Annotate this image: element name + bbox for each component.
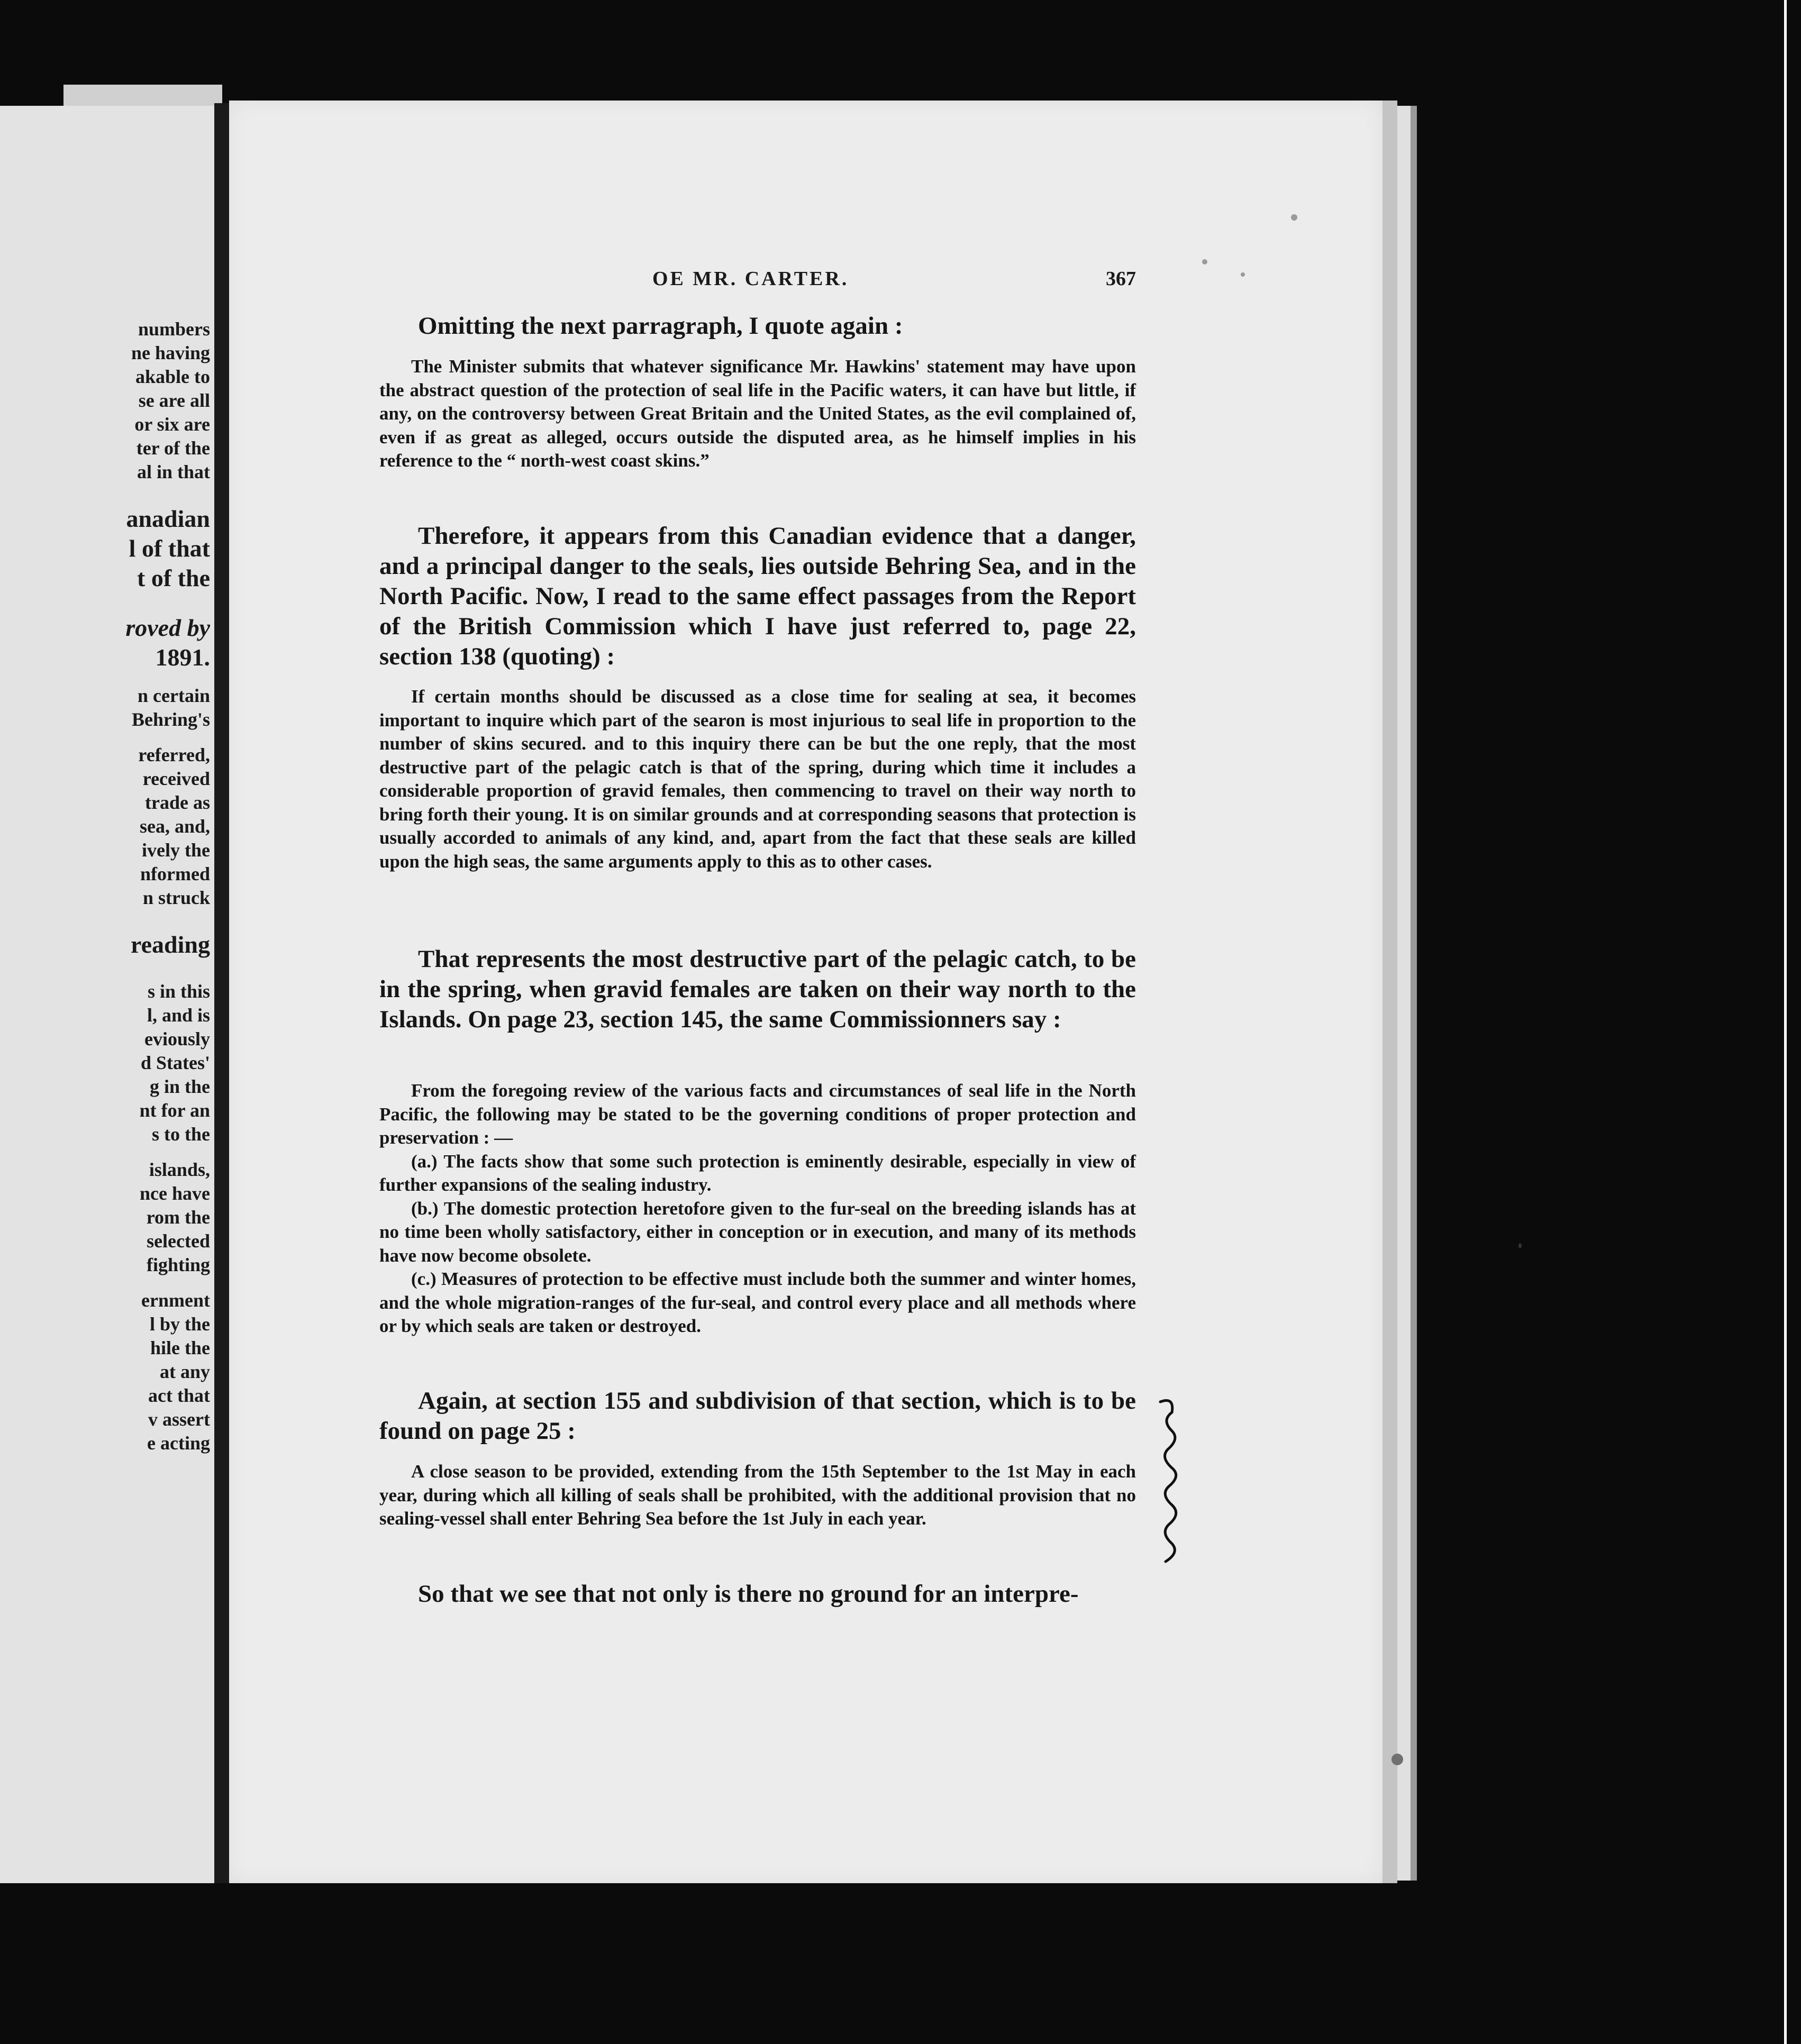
left-line: s to the [152,1124,210,1145]
paragraph-again [379,1386,1136,1446]
left-line: referred, [138,744,210,765]
left-line: nt for an [139,1100,210,1121]
page-edge [1382,101,1397,1883]
left-line: ter of the [136,437,210,459]
quote-minister [379,355,1136,473]
left-line: l by the [149,1313,210,1335]
paragraph-so-that [379,1579,1136,1609]
left-facing-page [0,106,214,1883]
left-line: v assert [148,1409,210,1430]
page-number: 367 [1106,268,1136,290]
block-quote-item-c: (c.) Measures of protection to be effective must include both the summer and winter homes, and the whole migration-ranges of the fur-seal, and control every place and all methods where or by which seals are taken or destroyed. [379,1269,1136,1336]
left-line: n certain [138,685,210,706]
left-line: 1891. [155,644,210,671]
page-edge [1397,106,1411,1881]
body-paragraph: That represents the most destructive part of the pelagic catch, to be in the spring, when gravid females are taken on their way north to the Islands. On page 23, section 145, the same Commissionners say : [379,945,1136,1033]
left-line: fighting [146,1254,210,1275]
left-line: d States' [140,1052,210,1073]
quote-close-time [379,685,1136,873]
left-line: at any [159,1361,210,1382]
book-spine-top [63,85,222,106]
left-line: nformed [140,863,210,884]
left-line: l of that [129,535,210,562]
left-line: ively the [142,840,210,861]
quote-foregoing-review [379,1079,1136,1338]
left-line: nce have [140,1183,210,1204]
left-line: hile the [150,1337,210,1358]
running-head [379,267,1136,299]
left-page-text-column [51,317,210,1455]
left-line: ernment [141,1290,210,1311]
left-line: ne having [131,342,210,363]
left-line: trade as [145,792,210,813]
left-line: s in this [147,981,210,1002]
block-quote: From the foregoing review of the various facts and circumstances of seal life in the North Pacific, the following may be stated to be the governing conditions of proper protection and preservation : — [379,1080,1136,1148]
left-line: eviously [144,1028,210,1050]
left-line: selected [147,1230,210,1252]
block-quote-item-a: (a.) The facts show that some such protection is eminently desirable, especially in view of further expansions of the sealing industry. [379,1151,1136,1195]
block-quote: If certain months should be discussed as a close time for sealing at sea, it becomes important to inquire which part of the searon is most injurious to seal life in proportion to the number of skins secured. and to this inquiry there can be but the one reply, that the most destructive part of the pelagic catch is that of the spring, during which time it includes a considerable proportion of gravid females, then commencing to travel on their way north to bring forth their young. It is on similar grounds and at corresponding seasons that protection is usually accorded to animals of any kind, and, apart from the fact that these seals are killed upon the high seas, the same arguments apply to this as to other cases. [379,686,1136,872]
left-line: numbers [138,318,210,340]
scan-speck [1291,214,1297,221]
body-paragraph: So that we see that not only is there no ground for an interpre- [418,1580,1079,1608]
page-edge [1411,106,1417,1881]
body-paragraph: Again, at section 155 and subdivision of that section, which is to be found on page 25 : [379,1387,1136,1445]
block-quote-item-b: (b.) The domestic protection heretofore given to the fur-seal on the breeding islands has at no time been wholly satisfactory, either in conception or in execution, and many of its methods have now become obsolete. [379,1198,1136,1266]
left-line: sea, and, [139,816,210,837]
left-line: act that [148,1385,210,1406]
scan-speck [1391,1754,1403,1765]
book-gutter [214,103,229,1883]
scan-speck [1202,259,1207,264]
left-line: anadian [126,505,210,532]
left-line: received [142,768,210,789]
left-line: rom the [146,1207,210,1228]
block-quote: A close season to be provided, extending from the 15th September to the 1st May in each year, during which all killing of seals shall be prohibited, with the additional provision that no sealing-vessel shall enter Behring Sea before the 1st July in each year. [379,1461,1136,1529]
left-line: reading [131,931,210,958]
left-line: l, and is [147,1005,210,1026]
left-line: or six are [134,414,210,435]
quote-close-season [379,1460,1136,1531]
scan-speck [1241,272,1245,277]
paragraph-that-represents [379,944,1136,1035]
left-line: n struck [142,887,210,908]
running-title: OE MR. CARTER. [652,268,849,290]
left-line: e acting [147,1432,210,1454]
scan-speck [1518,1243,1522,1248]
left-line: islands, [149,1159,210,1180]
left-line: al in that [137,461,210,482]
left-line: akable to [135,366,210,387]
body-paragraph: Therefore, it appears from this Canadian evidence that a danger, and a principal danger to the seals, lies outside Behring Sea, and in the North Pacific. Now, I read to the same effect passages from the Report of the British Commission which I have just referred to, page 22, section 138 (quoting) : [379,522,1136,670]
paragraph-therefore [379,521,1136,672]
margin-brace-mark [1156,1391,1188,1566]
left-line: g in the [149,1076,210,1097]
left-line: t of the [137,564,210,591]
left-line: roved by [125,614,210,641]
left-line: Behring's [131,709,210,730]
body-paragraph: Omitting the next parragraph, I quote again : [418,312,903,340]
block-quote: The Minister submits that whatever significance Mr. Hawkins' statement may have upon the abstract question of the protection of seal life in the Pacific waters, it can have but little, if any, on the controversy between Great Britain and the United States, as the evil complained of, even if as great as alleged, occurs outside the disputed area, as he himself implies in his reference to the “ north-west coast skins.” [379,356,1136,471]
left-line: se are all [138,390,210,411]
paragraph-omitting [379,311,1136,341]
